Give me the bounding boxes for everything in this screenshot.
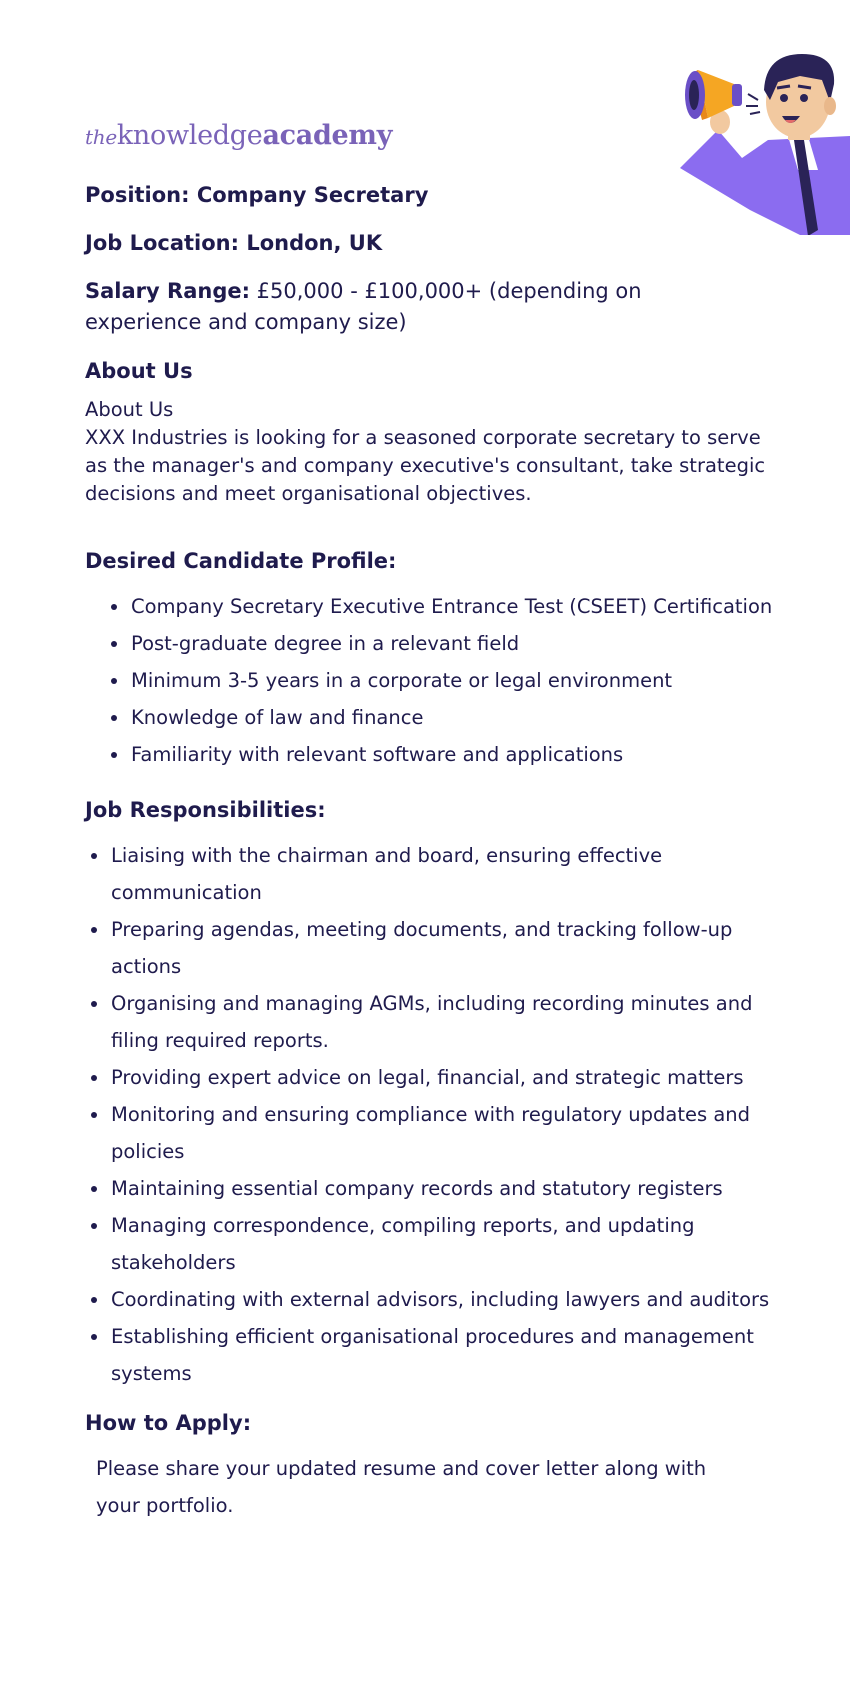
logo-academy: academy [262,120,393,151]
list-item: Liaising with the chairman and board, ensuring effective communication [111,837,775,911]
knowledge-academy-logo [85,120,392,151]
list-item: Knowledge of law and finance [131,699,775,736]
profile-list [131,588,775,773]
responsibilities-heading: Job Responsibilities: [85,798,326,822]
logo-knowledge: knowledge [116,120,263,151]
list-item: Monitoring and ensuring compliance with regulatory updates and policies [111,1096,775,1170]
apply-heading: How to Apply: [85,1411,252,1435]
about-heading: About Us [85,359,193,383]
list-item: Managing correspondence, compiling reports, and updating stakeholders [111,1207,775,1281]
about-text: XXX Industries is looking for a seasoned corporate secretary to serve as the manager's and company executive's consultant, take strategic decisions and meet organisational objectives. [85,426,766,505]
job-posting-content [85,180,775,1524]
apply-text: Please share your updated resume and cover letter along with your portfolio. [96,1457,707,1517]
about-section [85,396,775,508]
salary-value: £50,000 - £100,000+ (depending on experience and company size) [85,279,642,334]
list-item: Establishing efficient organisational procedures and management systems [111,1318,775,1392]
list-item: Maintaining essential company records and statutory registers [111,1170,775,1207]
about-subtitle: About Us [85,398,174,421]
profile-heading: Desired Candidate Profile: [85,549,397,573]
job-location: Job Location: London, UK [85,231,383,255]
list-item: Coordinating with external advisors, including lawyers and auditors [111,1281,775,1318]
logo-the: the [85,125,117,149]
list-item: Providing expert advice on legal, financial, and strategic matters [111,1059,775,1096]
position-title: Position: Company Secretary [85,183,429,207]
responsibilities-list [111,837,775,1392]
salary-label: Salary Range: [85,279,250,303]
list-item: Preparing agendas, meeting documents, and tracking follow-up actions [111,911,775,985]
list-item: Familiarity with relevant software and applications [131,736,775,773]
list-item: Organising and managing AGMs, including recording minutes and filing required reports. [111,985,775,1059]
list-item: Post-graduate degree in a relevant field [131,625,775,662]
list-item: Minimum 3-5 years in a corporate or legal environment [131,662,775,699]
salary-range [85,276,725,338]
list-item: Company Secretary Executive Entrance Test (CSEET) Certification [131,588,775,625]
